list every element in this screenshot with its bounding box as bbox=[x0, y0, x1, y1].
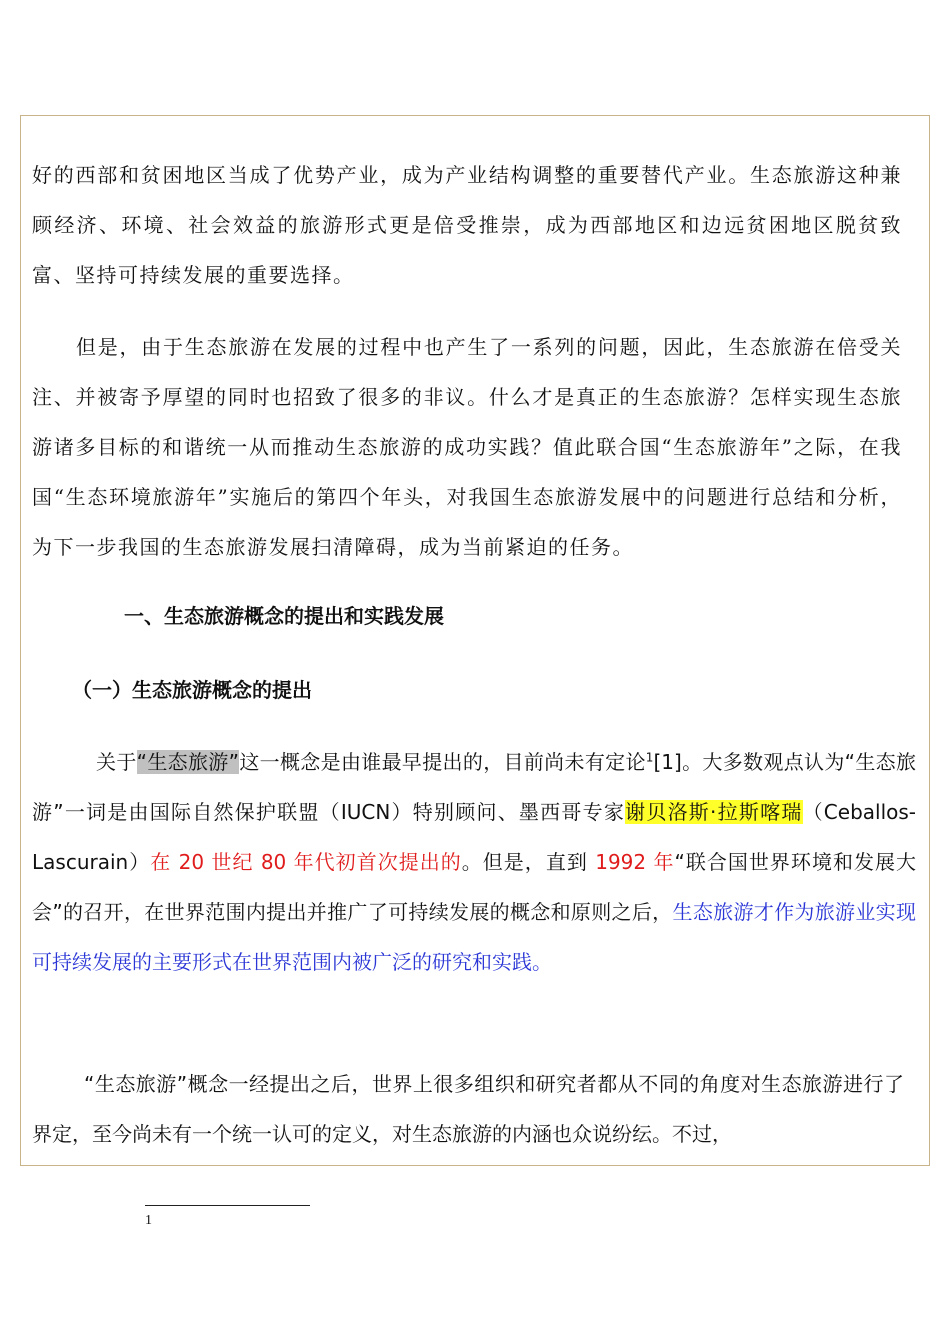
paragraph-2: 但是，由于生态旅游在发展的过程中也产生了一系列的问题，因此，生态旅游在倍受关注、并被寄予厚望的同时也招致了很多的非议。什么才是真正的生态旅游？怎样实现生态旅游诸多目标的和谐统一从而推动生态旅游的成功实践？值此联合国“生态旅游年”之际，在我国“生态环境旅游年”实施后的第四个年头，对我国生态旅游发展中的问题进行总结和分析，为下一步我国的生态旅游发展扫清障碍，成为当前紧迫的任务。 bbox=[32, 335, 902, 559]
p3-text-6: “联合国世界环境和发展大会”的召开，在世界范围内提出并推广了可持续发展的概念和原则之后， bbox=[32, 850, 917, 924]
p3-text-1: 关于 bbox=[96, 750, 137, 774]
p3-red-text-1: 在 20 世纪 80 年代初首次提出的 bbox=[150, 850, 462, 874]
p3-text-5: 。但是，直到 bbox=[461, 850, 596, 874]
p3-text-3: [1]。大多数观点认为“生态旅游”一词是由国际自然保护联盟（IUCN）特别顾问、墨西哥专家 bbox=[32, 750, 917, 824]
paragraph-3 bbox=[32, 737, 916, 987]
p3-text-2: 这一概念是由谁最早提出的，目前尚未有定论 bbox=[239, 750, 646, 774]
p3-red-text-2: 1992 年 bbox=[595, 850, 675, 874]
footnote-number: 1 bbox=[145, 1213, 152, 1228]
paragraph-4: “生态旅游”概念一经提出之后，世界上很多组织和研究者都从不同的角度对生态旅游进行了界定，至今尚未有一个统一认可的定义，对生态旅游的内涵也众说纷纭。不过， bbox=[32, 1072, 904, 1146]
subsection-heading-1: （一）生态旅游概念的提出 bbox=[72, 678, 312, 702]
footnote-reference[interactable]: 1 bbox=[645, 750, 654, 765]
p3-text-4: （Ceballos-Lascurain） bbox=[32, 800, 917, 874]
p3-blue-text: 生态旅游才作为旅游业实现可持续发展的主要形式在世界范围内被广泛的研究和实践。 bbox=[32, 900, 916, 974]
section-heading-1: 一、生态旅游概念的提出和实践发展 bbox=[124, 604, 444, 628]
p3-gray-highlight: “生态旅游” bbox=[136, 750, 239, 774]
footnote-separator bbox=[145, 1205, 310, 1206]
p3-yellow-highlight: 谢贝洛斯·拉斯喀瑞 bbox=[625, 800, 803, 824]
paragraph-1: 好的西部和贫困地区当成了优势产业，成为产业结构调整的重要替代产业。生态旅游这种兼顾经济、环境、社会效益的旅游形式更是倍受推崇，成为西部地区和边远贫困地区脱贫致富、坚持可持续发展的重要选择。 bbox=[32, 163, 902, 287]
